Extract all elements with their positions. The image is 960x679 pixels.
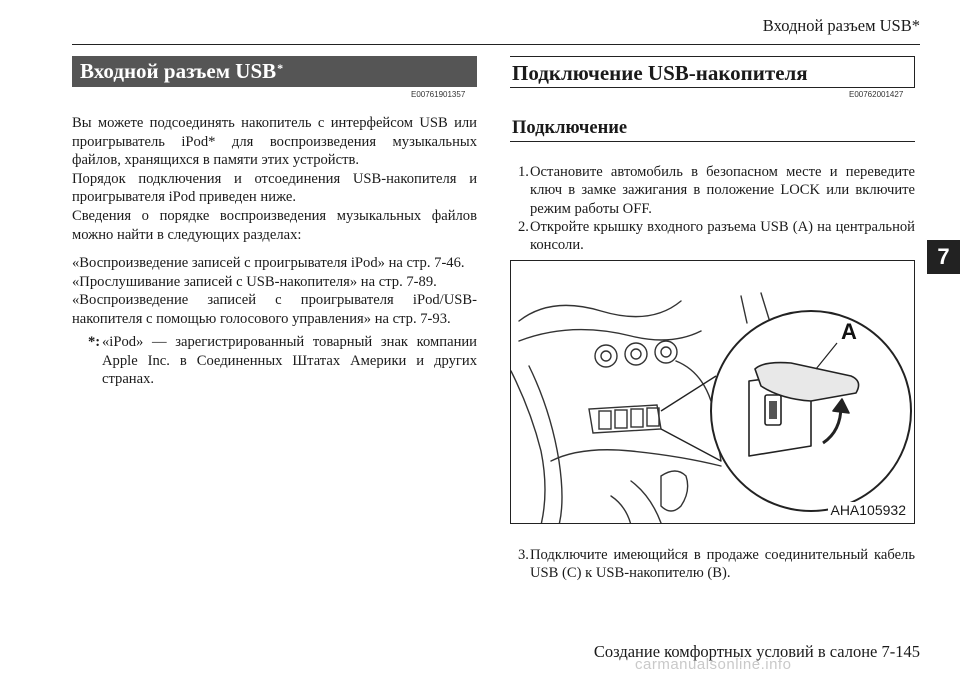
section-title-mark: * [277, 61, 284, 75]
step-1 [518, 163, 915, 218]
subsection-title: Подключение [510, 112, 915, 142]
reference-list [72, 254, 477, 328]
chapter-tab: 7 [927, 240, 960, 274]
figure-code: AHA105932 [830, 502, 906, 518]
callout-a: A [841, 319, 857, 344]
section-code: E00762001427 [849, 90, 904, 99]
intro-text [72, 114, 477, 244]
reference-item: «Прослушивание записей с USB-накопителя» на стр. 7-89. [72, 273, 437, 290]
note-text: «iPod» — зарегистрированный товарный знак компании Apple Inc. в Соединенных Штатах Америки и других странах. [102, 334, 477, 388]
paragraph: Сведения о порядке воспроизведения музыкальных файлов можно найти в следующих разделах: [72, 207, 477, 243]
step-number: 1. [518, 164, 529, 180]
reference-item: «Воспроизведение записей с проигрывателя iPod» на стр. 7-46. [72, 255, 465, 271]
watermark: carmanualsonline.info [635, 656, 792, 673]
console-illustration [511, 261, 915, 524]
running-header-title: Входной разъем USB* [762, 16, 920, 35]
section-title-usb-input [72, 56, 477, 87]
section-code: E00761901357 [411, 90, 466, 99]
section-title-text: Входной разъем USB [80, 59, 277, 83]
trademark-note [88, 333, 477, 389]
step-2 [518, 218, 915, 255]
reference-item: «Воспроизведение записей с проигрывателя iPod/USB-накопителя с помощью голосового управления» на стр. 7-93. [72, 292, 477, 327]
note-mark: *: [88, 334, 101, 350]
paragraph: Вы можете подсоединять накопитель с интерфейсом USB или проигрыватель iPod* для воспроизведения музыкальных файлов, хранящихся в памяти этих устройств. [72, 115, 477, 169]
step-3 [518, 546, 915, 583]
step-text: Остановите автомобиль в безопасном месте и переведите ключ в замке зажигания в положение LOCK или включите режим работы OFF. [530, 164, 915, 217]
paragraph: Порядок подключения и отсоединения USB-накопителя и проигрывателя iPod приведен ниже. [72, 170, 477, 206]
page-footer: Создание комфортных условий в салоне 7-145 [593, 642, 920, 661]
step-text: Откройте крышку входного разъема USB (A) на центральной консоли. [530, 219, 915, 254]
section-title-connect-usb: Подключение USB-накопителя [510, 56, 915, 88]
header-rule [72, 44, 920, 45]
console-usb-figure [510, 260, 915, 524]
step-number: 2. [518, 219, 529, 235]
step-text: Подключите имеющийся в продаже соединительный кабель USB (C) к USB-накопителю (B). [530, 547, 915, 582]
step-number: 3. [518, 547, 529, 563]
